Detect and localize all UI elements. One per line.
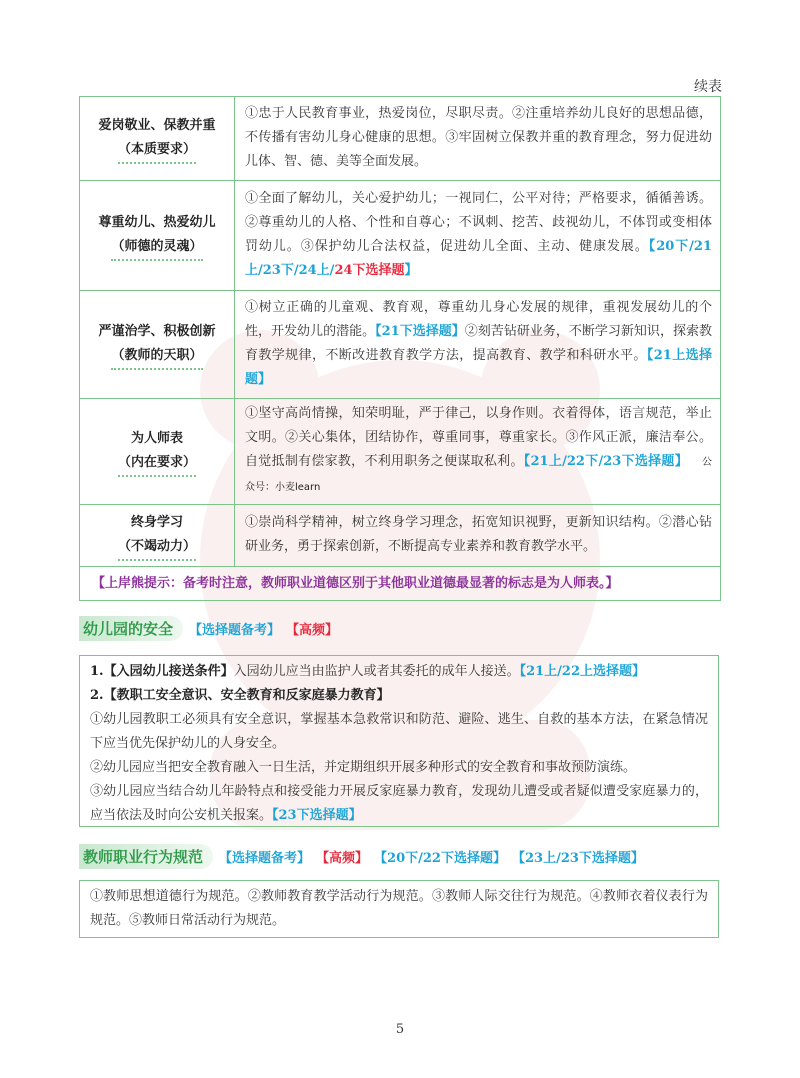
row-subtitle: （教师的天职） bbox=[111, 344, 202, 370]
paragraph-text: ③幼儿园应当结合幼儿年龄特点和接受能力开展反家庭暴力教育，发现幼儿遭受或者疑似遭受家庭暴力的，应当依法及时向公安机关报案。 bbox=[90, 784, 708, 823]
ethics-table bbox=[79, 96, 721, 601]
table-row bbox=[80, 291, 721, 399]
row-content: ①忠于人民教育事业，热爱岗位，尽职尽责。②注重培养幼儿良好的思想品德，不传播有害幼儿身心健康的思想。③牢固树立保教并重的教育理念，努力促进幼儿体、智、德、美等全面发展。 bbox=[235, 97, 721, 181]
section-tag: 【20下/22下选择题】 bbox=[374, 850, 506, 866]
row-title-cell bbox=[80, 399, 235, 505]
row-subtitle: （不竭动力） bbox=[118, 535, 196, 561]
table-row bbox=[80, 181, 721, 291]
exam-tag: 【23下选择题】 bbox=[272, 808, 362, 823]
row-title: 为人师表 bbox=[130, 430, 183, 446]
row-title: 终身学习 bbox=[130, 514, 183, 530]
page-number: 5 bbox=[395, 1022, 405, 1037]
section-tag-frequency: 【高频】 bbox=[286, 622, 339, 638]
exam-tag: 【21上选择题】 bbox=[245, 348, 712, 387]
row-subtitle: （内在要求） bbox=[118, 451, 196, 477]
exam-tag: 【21下选择题】 bbox=[375, 324, 465, 339]
item-heading: 2.【教职工安全意识、安全教育和反家庭暴力教育】 bbox=[90, 688, 390, 703]
tip-note: 【上岸熊提示：备考时注意，教师职业道德区别于其他职业道德最显著的标志是为人师表。】 bbox=[80, 567, 721, 601]
table-row bbox=[80, 399, 721, 505]
safety-box bbox=[79, 655, 719, 827]
exam-tag: 【20下/21上/23下/24上/ bbox=[245, 239, 712, 278]
exam-tag: 【21上/22下/23下选择题】 bbox=[523, 454, 688, 469]
section-tag: 【选择题备考】 bbox=[219, 850, 311, 866]
section-tag: 【选择题备考】 bbox=[189, 622, 281, 638]
row-title-cell bbox=[80, 291, 235, 399]
row-content-cell bbox=[235, 399, 721, 505]
row-title-cell bbox=[80, 181, 235, 291]
signature: 公众号：小麦learn bbox=[245, 457, 712, 493]
exam-tag-highlight: 24下选择题 bbox=[334, 263, 405, 278]
row-title: 爱岗敬业、保教并重 bbox=[98, 117, 216, 133]
row-title: 严谨治学、积极创新 bbox=[98, 323, 216, 339]
table-row bbox=[80, 97, 721, 181]
continued-label: 续表 bbox=[694, 79, 722, 95]
safety-section-header bbox=[79, 614, 338, 642]
exam-tag: 【21上/22上选择题】 bbox=[519, 664, 646, 679]
row-content: ①树立正确的儿童观、教育观，尊重幼儿身心发展的规律，重视发展幼儿的个性，开发幼儿的潜能。 bbox=[245, 300, 712, 339]
row-subtitle: （本质要求） bbox=[118, 138, 196, 164]
item-heading: 1.【入园幼儿接送条件】 bbox=[90, 664, 234, 679]
paragraph: ①幼儿园教职工必须具有安全意识，掌握基本急救常识和防范、避险、逃生、自救的基本方法，在紧急情况下应当优先保护幼儿的人身安全。 bbox=[90, 712, 708, 751]
row-content-cell bbox=[235, 181, 721, 291]
conduct-box: ①教师思想道德行为规范。②教师教育教学活动行为规范。③教师人际交往行为规范。④教师衣着仪表行为规范。⑤教师日常活动行为规范。 bbox=[79, 880, 719, 938]
conduct-section-header bbox=[79, 842, 644, 870]
section-tag-frequency: 【高频】 bbox=[316, 850, 369, 866]
section-tag: 【23上/23下选择题】 bbox=[511, 850, 644, 866]
section-title: 幼儿园的安全 bbox=[79, 616, 183, 641]
row-content: ②刻苦钻研业务，不断学习新知识，探索教育教学规律，不断改进教育教学方法，提高教育、教学和科研水平。 bbox=[245, 324, 712, 363]
row-content: ①全面了解幼儿，关心爱护幼儿；一视同仁，公平对待；严格要求，循循善诱。②尊重幼儿的人格、个性和自尊心；不讽刺、挖苦、歧视幼儿，不体罚或变相体罚幼儿。③保护幼儿合法权益，促进幼儿全面、主动、健康发展。 bbox=[245, 191, 712, 254]
row-title-cell bbox=[80, 505, 235, 567]
row-content: ①崇尚科学精神，树立终身学习理念，拓宽知识视野，更新知识结构。②潜心钻研业务，勇于探索创新，不断提高专业素养和教育教学水平。 bbox=[235, 505, 721, 567]
section-title: 教师职业行为规范 bbox=[79, 844, 213, 869]
row-title: 尊重幼儿、热爱幼儿 bbox=[98, 214, 216, 230]
row-title-cell bbox=[80, 97, 235, 181]
table-row bbox=[80, 505, 721, 567]
exam-tag-end: 】 bbox=[404, 263, 418, 278]
paragraph: ②幼儿园应当把安全教育融入一日生活，并定期组织开展多种形式的安全教育和事故预防演练。 bbox=[90, 760, 637, 775]
table-row bbox=[80, 567, 721, 601]
row-subtitle: （师德的灵魂） bbox=[111, 235, 202, 261]
row-content: ①坚守高尚情操，知荣明耻，严于律己，以身作则。衣着得体，语言规范，举止文明。②关心集体，团结协作，尊重同事，尊重家长。③作风正派，廉洁奉公。自觉抵制有偿家教，不利用职务之便谋取私利。 bbox=[245, 406, 712, 469]
row-content-cell bbox=[235, 291, 721, 399]
list-item bbox=[90, 660, 708, 684]
paragraph bbox=[90, 780, 708, 828]
item-text: 入园幼儿应当由监护人或者其委托的成年人接送。 bbox=[233, 664, 520, 679]
